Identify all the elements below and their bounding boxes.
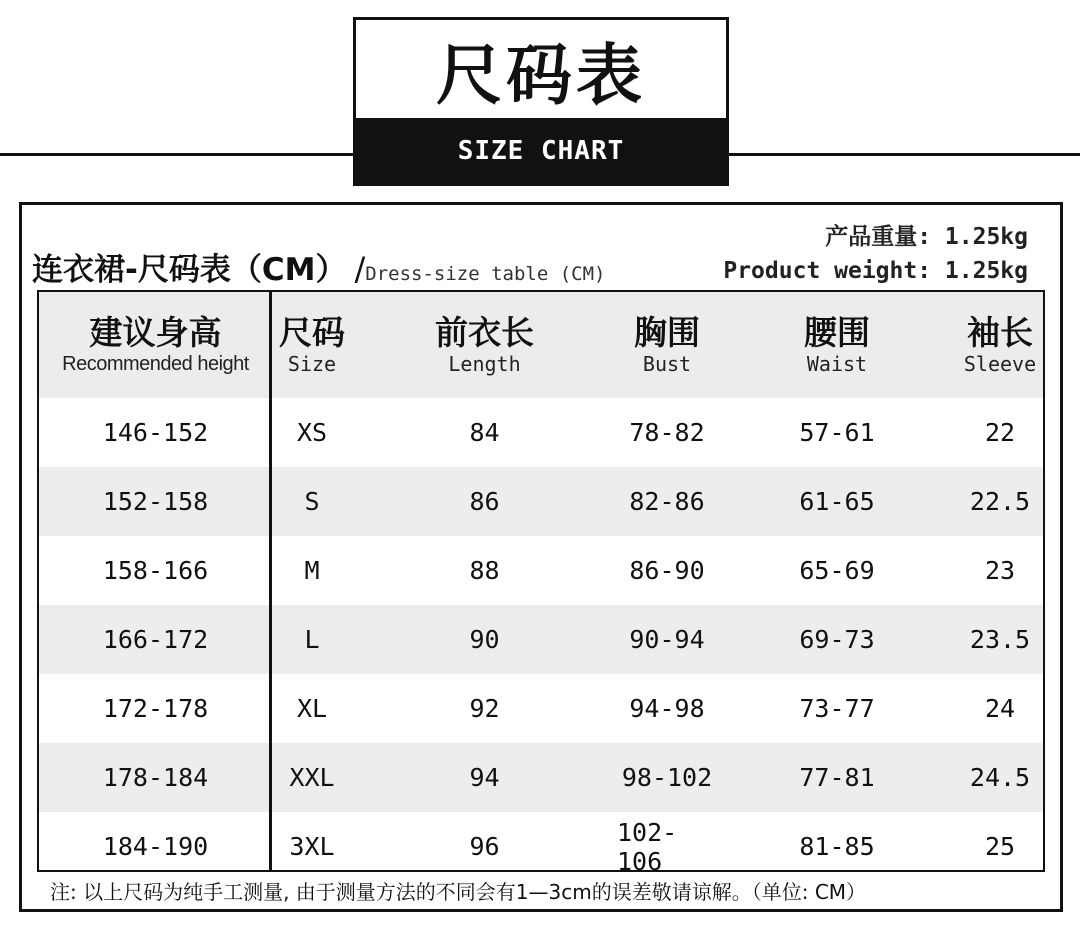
cell-length: 94	[469, 763, 500, 792]
cell-sleeve: 24	[984, 694, 1016, 723]
cell-bust: 102-106	[617, 817, 678, 872]
cell-height: 158-166	[102, 556, 209, 585]
header-rule-right	[726, 153, 1080, 156]
cell-sleeve: 23.5	[969, 625, 1031, 654]
table-header-row	[39, 292, 1043, 398]
cell-bust: 82-86	[629, 487, 705, 516]
header-waist-cn: 腰围	[804, 313, 870, 352]
table-row	[39, 467, 1043, 536]
cell-bust: 94-98	[629, 694, 705, 723]
header-height-cn: 建议身高	[89, 313, 222, 352]
header-bust-en: Bust	[642, 352, 692, 376]
header-height	[39, 292, 272, 398]
cell-sleeve: 22	[984, 418, 1016, 447]
cell-height: 146-152	[102, 418, 209, 447]
cell-height: 178-184	[102, 763, 209, 792]
cell-length: 90	[469, 625, 500, 654]
header-length-en: Length	[448, 352, 521, 376]
cell-height: 152-158	[102, 487, 209, 516]
header-waist	[717, 292, 957, 398]
table-title-en: Dress-size table (CM)	[365, 263, 606, 285]
cell-sleeve: 24.5	[969, 763, 1031, 792]
product-weight-en: Product weight: 1.25kg	[723, 258, 1028, 284]
cell-bust: 78-82	[629, 418, 705, 447]
size-chart-banner	[353, 17, 729, 186]
cell-height: 184-190	[102, 832, 209, 861]
cell-size: XXL	[289, 763, 335, 792]
header-bust-cn: 胸围	[634, 313, 700, 352]
header-rule-left	[0, 153, 355, 156]
cell-bust: 86-90	[629, 556, 705, 585]
cell-bust: 90-94	[629, 625, 705, 654]
cell-size: XS	[296, 418, 328, 447]
cell-size: M	[304, 556, 320, 585]
table-row	[39, 812, 1043, 872]
table-title	[32, 244, 605, 289]
size-table	[37, 290, 1045, 872]
cell-waist: 73-77	[799, 694, 875, 723]
header-length	[352, 292, 617, 398]
header-sleeve-en: Sleeve	[963, 352, 1037, 376]
measurement-note: 注: 以上尺码为纯手工测量, 由于测量方法的不同会有1—3cm的误差敬请谅解。（单位: CM）	[50, 880, 867, 904]
cell-size: 3XL	[289, 832, 335, 861]
cell-waist: 69-73	[799, 625, 875, 654]
cell-size: L	[304, 625, 320, 654]
banner-title-cn: 尺码表	[436, 36, 646, 114]
cell-length: 92	[469, 694, 500, 723]
header-waist-en: Waist	[806, 352, 868, 376]
table-row	[39, 674, 1043, 743]
header-size-cn: 尺码	[279, 313, 345, 352]
header-length-cn: 前衣长	[435, 313, 534, 352]
cell-sleeve: 22.5	[969, 487, 1031, 516]
cell-waist: 65-69	[799, 556, 875, 585]
cell-size: S	[304, 487, 320, 516]
cell-size: XL	[296, 694, 328, 723]
table-title-cn: 连衣裙-尺码表（CM）	[32, 252, 347, 288]
cell-waist: 77-81	[799, 763, 875, 792]
header-height-en: Recommended height	[62, 353, 249, 375]
title-slash: /	[354, 250, 366, 288]
cell-height: 172-178	[102, 694, 209, 723]
header-size-en: Size	[287, 352, 337, 376]
table-row	[39, 398, 1043, 467]
cell-sleeve: 25	[984, 832, 1016, 861]
table-row	[39, 605, 1043, 674]
cell-bust: 98-102	[621, 763, 713, 792]
product-weight	[723, 220, 1028, 288]
cell-waist: 57-61	[799, 418, 875, 447]
cell-waist: 61-65	[799, 487, 875, 516]
cell-length: 88	[469, 556, 500, 585]
table-row	[39, 536, 1043, 605]
cell-length: 86	[469, 487, 500, 516]
header-sleeve-cn: 袖长	[967, 313, 1033, 352]
column-divider	[269, 292, 272, 870]
cell-sleeve: 23	[984, 556, 1016, 585]
cell-length: 96	[469, 832, 500, 861]
header-sleeve	[957, 292, 1043, 398]
header-bust	[617, 292, 717, 398]
banner-title-en: SIZE CHART	[356, 118, 726, 183]
table-body	[39, 398, 1043, 872]
cell-waist: 81-85	[799, 832, 875, 861]
product-weight-cn: 产品重量: 1.25kg	[825, 224, 1028, 250]
table-row	[39, 743, 1043, 812]
header-size	[272, 292, 352, 398]
cell-height: 166-172	[102, 625, 209, 654]
cell-length: 84	[469, 418, 500, 447]
